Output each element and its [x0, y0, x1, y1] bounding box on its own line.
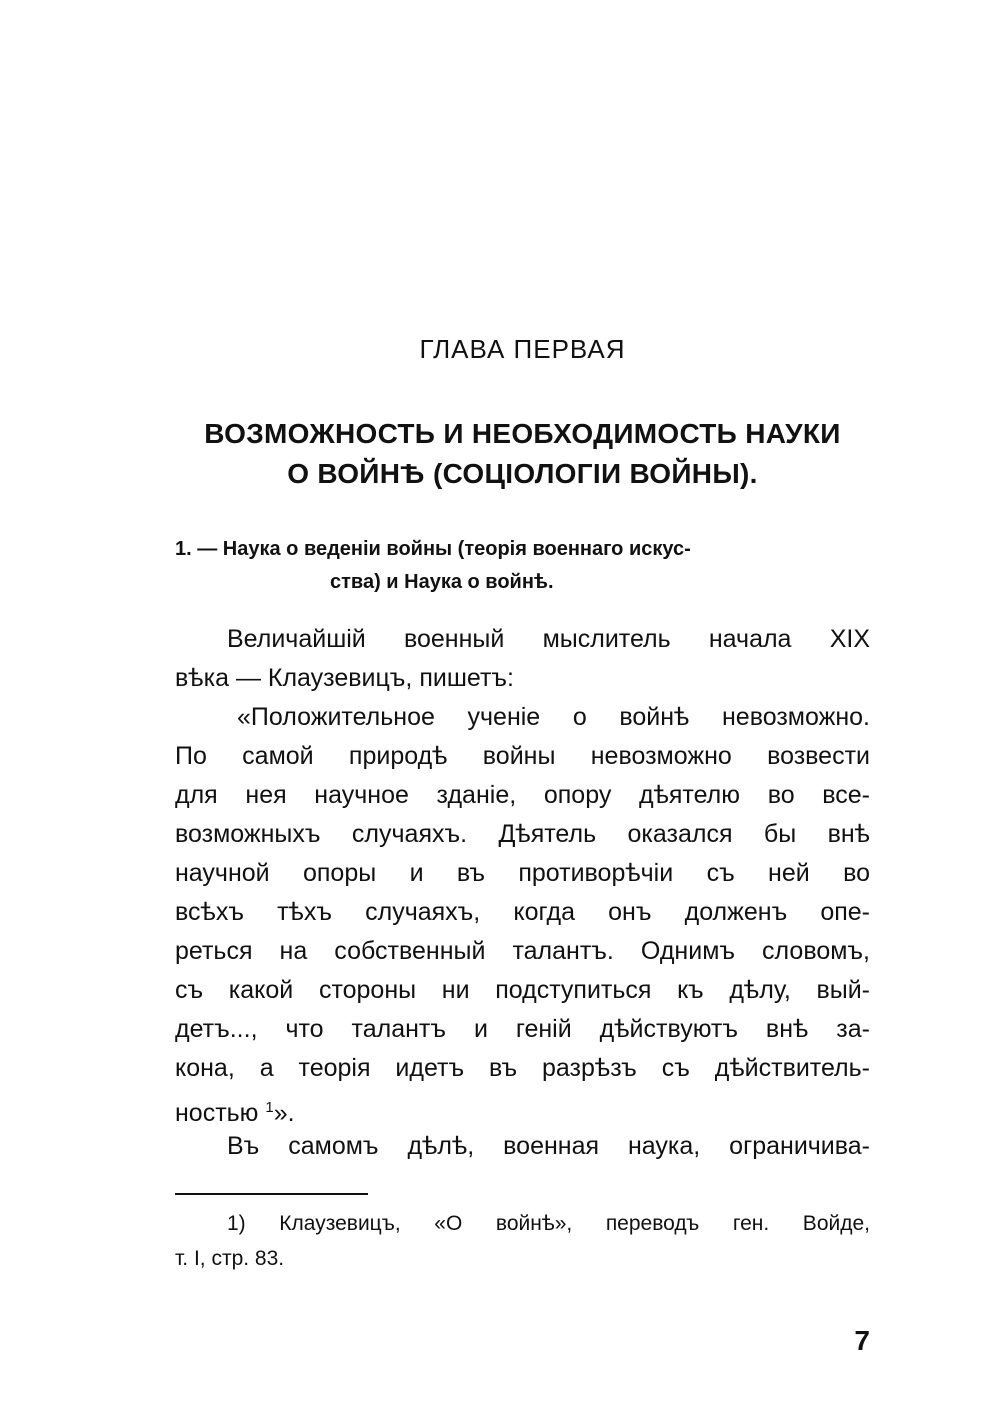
body-line: возможныхъ случаяхъ. Дѣятель оказался бы внѣ: [175, 820, 870, 848]
body-line: Въ самомъ дѣлѣ, военная наука, ограничива-: [227, 1132, 870, 1160]
footnote-line: т. I, стр. 83.: [175, 1247, 285, 1270]
body-line: съ какой стороны ни подступиться къ дѣлу, вый-: [175, 976, 870, 1004]
book-page: [175, 0, 870, 1418]
body-line: «Положительное ученіе о войнѣ невозможно.: [237, 703, 870, 731]
body-line: Величайшій военный мыслитель начала XIX: [227, 625, 870, 653]
body-text: [175, 620, 870, 1166]
body-line: всѣхъ тѣхъ случаяхъ, когда онъ долженъ опе-: [175, 898, 870, 926]
body-line: кона, а теорія идетъ въ разрѣзъ съ дѣйствитель-: [175, 1054, 870, 1082]
body-line: научной опоры и въ противорѣчіи съ ней во: [175, 859, 870, 887]
chapter-label: ГЛАВА ПЕРВАЯ: [419, 334, 626, 364]
body-line: вѣка — Клаузевицъ, пишетъ:: [175, 664, 514, 692]
chapter-title-line: О ВОЙНѢ (СОЦІОЛОГІИ ВОЙНЫ).: [287, 458, 758, 489]
chapter-title-line: ВОЗМОЖНОСТЬ И НЕОБХОДИМОСТЬ НАУКИ: [204, 418, 841, 449]
body-line: детъ..., что талантъ и геній дѣйствуютъ внѣ за-: [175, 1015, 870, 1043]
body-line: По самой природѣ войны невозможно возвести: [175, 742, 870, 770]
footnote-marker: 1: [265, 1099, 274, 1116]
section-heading-line: ства) и Наука о войнѣ.: [330, 571, 554, 593]
footnote-divider: [175, 1193, 368, 1195]
body-line: для нея научное зданіе, опору дѣятелю во все-: [175, 781, 870, 809]
quote-close: ».: [273, 1099, 295, 1127]
footnote-line: 1) Клаузевицъ, «О войнѣ», переводъ ген. Войде,: [227, 1212, 870, 1235]
chapter-title: [175, 414, 870, 494]
footnote: [175, 1206, 870, 1276]
body-line-quote-end: [175, 1088, 870, 1127]
page-number: 7: [854, 1325, 870, 1356]
section-heading-line: 1. — Наука о веденіи войны (теорія военнаго искус-: [175, 538, 691, 560]
section-heading: [175, 533, 870, 599]
body-line-text: ностью: [175, 1099, 259, 1127]
body-line: реться на собственный талантъ. Однимъ словомъ,: [175, 937, 870, 965]
